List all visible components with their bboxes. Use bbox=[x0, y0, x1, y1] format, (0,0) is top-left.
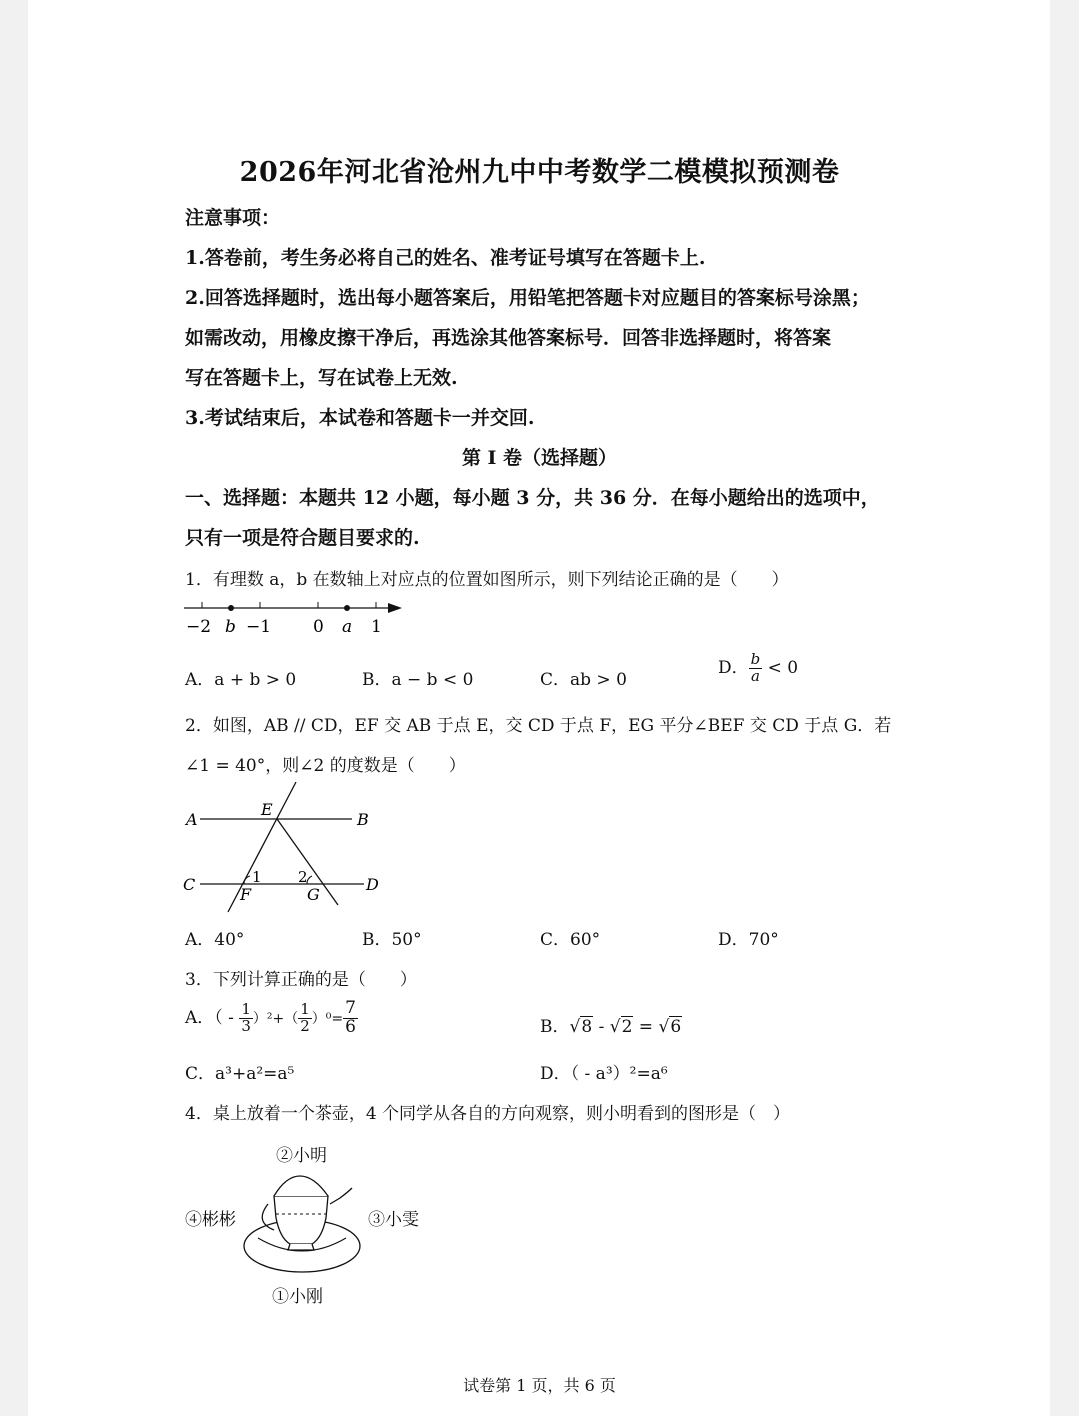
fraction-numerator: b bbox=[750, 650, 761, 668]
q1-option-d-rest: < 0 bbox=[762, 657, 799, 678]
axis-label-1: 1 bbox=[371, 617, 382, 637]
fraction-numerator: 7 bbox=[345, 998, 356, 1018]
parallel-lines-figure bbox=[180, 778, 390, 918]
notice-heading: 注意事项： bbox=[185, 207, 281, 229]
fraction-denominator: a bbox=[750, 666, 760, 685]
label-g: G bbox=[307, 885, 320, 904]
teapot-spout bbox=[330, 1188, 352, 1204]
q4-label-top: ②小明 bbox=[276, 1146, 327, 1166]
q2-option-b: B．50° bbox=[362, 930, 422, 950]
number-line-figure bbox=[180, 596, 410, 642]
q1-option-d bbox=[718, 652, 798, 685]
fraction-numerator: 1 bbox=[241, 1000, 251, 1019]
q3-option-b bbox=[540, 1012, 682, 1037]
label-b: B bbox=[357, 810, 369, 829]
q3-option-a bbox=[185, 1000, 358, 1037]
fraction-denominator: 2 bbox=[300, 1016, 310, 1035]
section-1-line-2: 只有一项是符合题目要求的. bbox=[185, 527, 420, 549]
exam-title: 2026年河北省沧州九中中考数学二模模拟预测卷 bbox=[239, 157, 840, 188]
notice-item-2-line-1: 2.回答选择题时，选出每小题答案后，用铅笔把答题卡对应题目的答案标号涂黑； bbox=[185, 287, 870, 309]
axis-label-a: a bbox=[342, 617, 353, 637]
teapot-base bbox=[288, 1244, 314, 1250]
q1-stem: 1．有理数 a，b 在数轴上对应点的位置如图所示，则下列结论正确的是（ ） bbox=[185, 570, 789, 590]
axis-arrow-icon bbox=[388, 603, 402, 613]
page-footer: 试卷第 1 页，共 6 页 bbox=[463, 1376, 616, 1395]
volume-title: 第 I 卷（选择题） bbox=[461, 447, 618, 469]
section-1-line-1: 一、选择题：本题共 12 小题，每小题 3 分，共 36 分．在每小题给出的选项中， bbox=[185, 487, 880, 509]
sqrt-icon: √ bbox=[569, 1017, 581, 1037]
axis-label-neg2: −2 bbox=[186, 617, 212, 637]
q3-option-c: C．a³+a²=a⁵ bbox=[185, 1064, 295, 1084]
q1-option-b: B．a − b < 0 bbox=[362, 670, 474, 690]
q2-stem-line-2: ∠1 = 40°，则∠2 的度数是（ ） bbox=[185, 756, 466, 776]
q1-option-a: A．a + b > 0 bbox=[185, 670, 297, 690]
q3-stem: 3．下列计算正确的是（ ） bbox=[185, 970, 417, 990]
label-a: A bbox=[186, 810, 198, 829]
q1-option-d-fraction bbox=[749, 652, 763, 685]
label-c: C bbox=[183, 875, 196, 894]
q1-option-d-label: D． bbox=[718, 657, 749, 678]
axis-label-0: 0 bbox=[313, 617, 324, 637]
q3-option-b-label: B． bbox=[540, 1017, 570, 1037]
q3-option-a-middle: ）²+（ bbox=[252, 1010, 299, 1027]
radicand-2: 2 bbox=[621, 1017, 633, 1037]
q4-label-left: ④彬彬 bbox=[185, 1210, 236, 1230]
angle-2-arc bbox=[307, 876, 312, 884]
q3-option-a-prefix: A．（ - bbox=[185, 1007, 240, 1028]
q2-stem-line-1: 2．如图，AB // CD，EF 交 AB 于点 E，交 CD 于点 F，EG 平分∠BEF 交 CD 于点 G．若 bbox=[185, 716, 892, 736]
teapot-body bbox=[274, 1196, 328, 1244]
q4-label-right: ③小雯 bbox=[368, 1210, 419, 1230]
label-f: F bbox=[240, 885, 252, 904]
radicand-1: 8 bbox=[581, 1017, 593, 1037]
label-angle-2: 2 bbox=[298, 868, 308, 886]
q1-option-c: C．ab > 0 bbox=[540, 670, 627, 690]
notice-item-2-line-3: 写在答题卡上，写在试卷上无效. bbox=[185, 367, 458, 389]
label-angle-1: 1 bbox=[252, 868, 262, 886]
notice-item-3: 3.考试结束后，本试卷和答题卡一并交回. bbox=[185, 407, 535, 429]
q3-option-b-equals: = bbox=[633, 1017, 659, 1037]
q2-option-a: A．40° bbox=[185, 930, 245, 950]
sqrt-icon: √ bbox=[609, 1017, 621, 1037]
sqrt-icon: √ bbox=[658, 1017, 670, 1037]
axis-label-b: b bbox=[225, 617, 236, 637]
point-b bbox=[228, 605, 234, 611]
radicand-3: 6 bbox=[670, 1017, 682, 1037]
point-a bbox=[344, 605, 350, 611]
q3-option-d: D．（ - a³）²=a⁶ bbox=[540, 1064, 668, 1084]
q2-option-c: C．60° bbox=[540, 930, 601, 950]
fraction-denominator: 3 bbox=[241, 1016, 251, 1035]
notice-item-1: 1.答卷前，考生务必将自己的姓名、准考证号填写在答题卡上. bbox=[185, 247, 706, 269]
q4-label-bottom: ①小刚 bbox=[272, 1287, 323, 1307]
q3-fraction-1 bbox=[239, 1002, 253, 1035]
label-d: D bbox=[366, 875, 379, 894]
teapot-icon bbox=[240, 1168, 370, 1278]
q3-fraction-3 bbox=[343, 1000, 358, 1037]
notice-item-2-line-2: 如需改动，用橡皮擦干净后，再选涂其他答案标号．回答非选择题时，将答案 bbox=[185, 327, 832, 349]
fraction-numerator: 1 bbox=[300, 1000, 310, 1019]
q3-option-b-minus: - bbox=[593, 1017, 610, 1037]
q4-stem: 4．桌上放着一个茶壶，4 个同学从各自的方向观察，则小明看到的图形是（ ） bbox=[185, 1104, 791, 1124]
q3-fraction-2 bbox=[298, 1002, 312, 1035]
axis-label-neg1: −1 bbox=[246, 617, 272, 637]
fraction-denominator: 6 bbox=[345, 1016, 356, 1037]
teapot-lid bbox=[274, 1176, 328, 1196]
angle-1-arc bbox=[244, 876, 250, 884]
label-e: E bbox=[261, 800, 273, 819]
q2-option-d: D．70° bbox=[718, 930, 779, 950]
q3-option-a-middle-2: ）⁰= bbox=[311, 1010, 344, 1027]
exam-page bbox=[28, 0, 1050, 1416]
